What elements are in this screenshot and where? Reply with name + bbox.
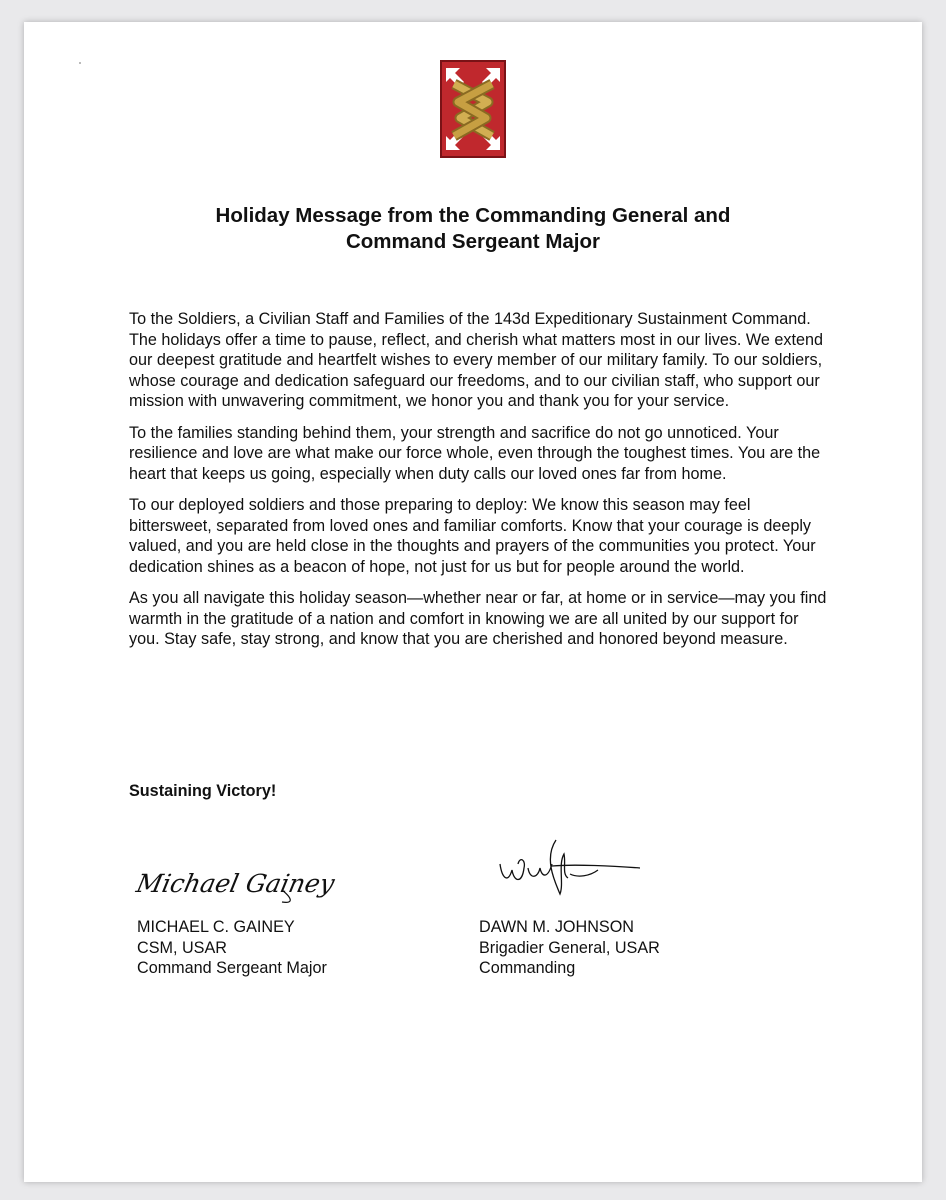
signer-name: MICHAEL C. GAINEY: [137, 918, 295, 936]
signer-position: Command Sergeant Major: [137, 959, 327, 977]
signer-name: DAWN M. JOHNSON: [479, 918, 634, 936]
signature-block-right: [479, 917, 660, 979]
letter-page: [24, 22, 922, 1182]
title-line-2: Command Sergeant Major: [345, 230, 601, 253]
signer-position: Commanding: [479, 959, 576, 977]
signature-script-text: Michael Gainey: [133, 869, 338, 898]
paragraph-1: To the Soldiers, a Civilian Staff and Families of the 143d Expeditionary Sustainment Command. The holidays offer a time to pause, reflect, and cherish what matters most in our lives. We extend our deepest gratitude and heartfelt wishes to every member of our military family. To our soldiers, whose courage and dedication safeguard our freedoms, and to our civilian staff, who support our mission with unwavering commitment, we honor you and thank you for your service.: [129, 310, 823, 410]
signature-michael-gainey: [132, 860, 338, 904]
unit-patch-icon: [440, 60, 506, 158]
letter-body: [129, 309, 829, 661]
signature-block-left: [137, 917, 327, 979]
paragraph-4: As you all navigate this holiday season—whether near or far, at home or in service—may you find warmth in the gratitude of a nation and comfort in knowing we are all united by our support for you. Stay safe, stay strong, and know that you are cherished and honored beyond measure.: [129, 589, 827, 648]
signer-rank: CSM, USAR: [137, 938, 227, 957]
scan-speck: [79, 62, 81, 64]
signer-rank: Brigadier General, USAR: [479, 938, 660, 957]
title-line-1: Holiday Message from the Commanding General and: [215, 204, 731, 227]
paragraph-2: To the families standing behind them, your strength and sacrifice do not go unnoticed. Your resilience and love are what make our force whole, even through the toughest times. You are the heart that keeps us going, especially when duty calls our loved ones far from home.: [129, 423, 821, 483]
signature-dawn-johnson: [494, 834, 644, 900]
paragraph-3: To our deployed soldiers and those preparing to deploy: We know this season may feel bittersweet, separated from loved ones and familiar comforts. Know that your courage is deeply valued, and you are held close in the thoughts and prayers of the communities you protect. Your dedication shines as a beacon of hope, not just for us but for people around the world.: [129, 496, 816, 576]
closing-line: Sustaining Victory!: [129, 782, 277, 800]
page-title: [24, 203, 922, 255]
